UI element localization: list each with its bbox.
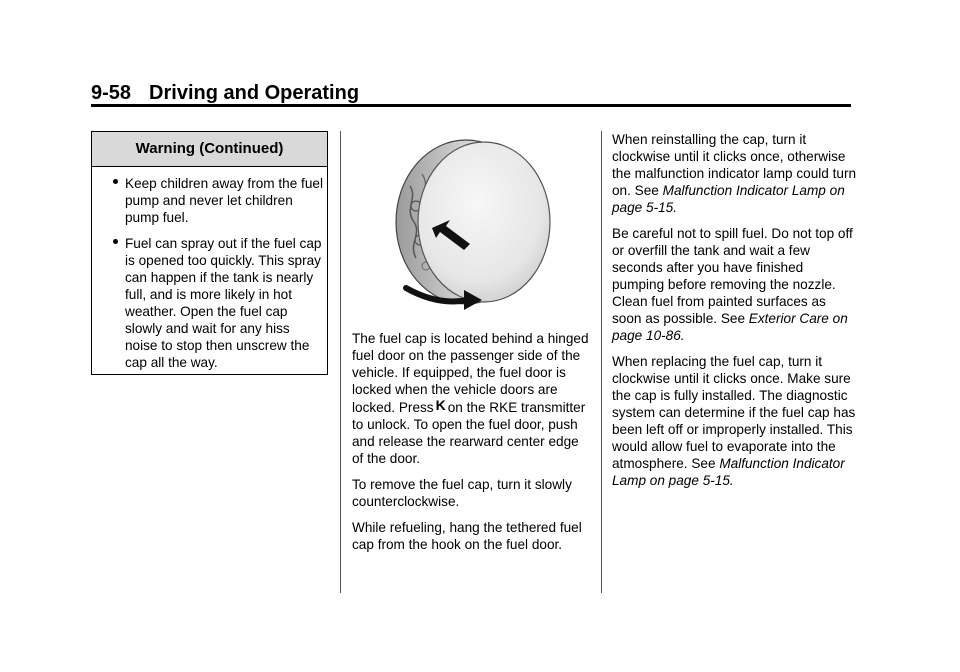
rke-unlock-icon: K	[435, 397, 446, 413]
paragraph	[612, 131, 858, 216]
text-column-right	[612, 131, 858, 498]
warning-box	[91, 131, 328, 375]
page-header	[91, 80, 851, 106]
fuel-cap-illustration	[378, 136, 588, 316]
paragraph	[352, 330, 592, 467]
cross-reference-link[interactable]: Exterior Care on page 10-86.	[612, 311, 848, 343]
cross-reference-link[interactable]: Malfunction Indicator Lamp on page 5-15.	[612, 183, 845, 215]
cross-reference-link[interactable]: Malfunction Indicator Lamp on page 5-15.	[612, 456, 845, 488]
paragraph-text: When reinstalling the cap, turn it clockwise until it clicks once, otherwise the malfunction indicator lamp could turn on. See	[612, 132, 857, 198]
header-rule	[91, 104, 851, 107]
paragraph: To remove the fuel cap, turn it slowly counterclockwise.	[352, 477, 572, 509]
text-column-middle	[352, 330, 592, 562]
paragraph	[612, 225, 858, 344]
warning-list	[92, 167, 327, 371]
list-item	[109, 175, 323, 226]
page-title	[91, 80, 851, 106]
paragraph-text: on the RKE transmitter to unlock. To open the fuel door, push and release the rearward center edge of the door.	[352, 400, 586, 466]
fuel-door-face	[418, 142, 550, 302]
paragraph-text: When replacing the fuel cap, turn it clockwise until it clicks once. Make sure the cap is fully installed. The diagnostic system can determine if the fuel cap has been left off or improperly installed. This would allow fuel to evaporate into the atmosphere. See	[612, 354, 856, 471]
section-title: Driving and Operating	[149, 82, 360, 104]
paragraph	[612, 353, 858, 489]
warning-item-text: Fuel can spray out if the fuel cap is opened too quickly. This spray can happen if the tank is nearly full, and is more likely in hot weather. Open the fuel cap slowly and wait for any hiss noise to stop then unscrew the cap all the way.	[125, 236, 322, 370]
page-number: 9-58	[91, 82, 132, 104]
paragraph-text: Be careful not to spill fuel. Do not top off or overfill the tank and wait a few seconds after you have finished pumping before removing the nozzle. Clean fuel from painted surfaces as soon as possible. See	[612, 226, 853, 326]
warning-title: Warning (Continued)	[92, 132, 327, 167]
paragraph: While refueling, hang the tethered fuel cap from the hook on the fuel door.	[352, 520, 582, 552]
bullet-icon	[113, 179, 118, 184]
column-divider-right	[601, 131, 602, 593]
column-divider-left	[340, 131, 341, 593]
list-item	[109, 235, 323, 371]
paragraph-text: The fuel cap is located behind a hinged fuel door on the passenger side of the vehicle. If equipped, the fuel door is locked when the vehicle doors are locked. Press	[352, 331, 589, 415]
warning-item-text: Keep children away from the fuel pump and never let children pump fuel.	[125, 176, 323, 225]
bullet-icon	[113, 239, 118, 244]
